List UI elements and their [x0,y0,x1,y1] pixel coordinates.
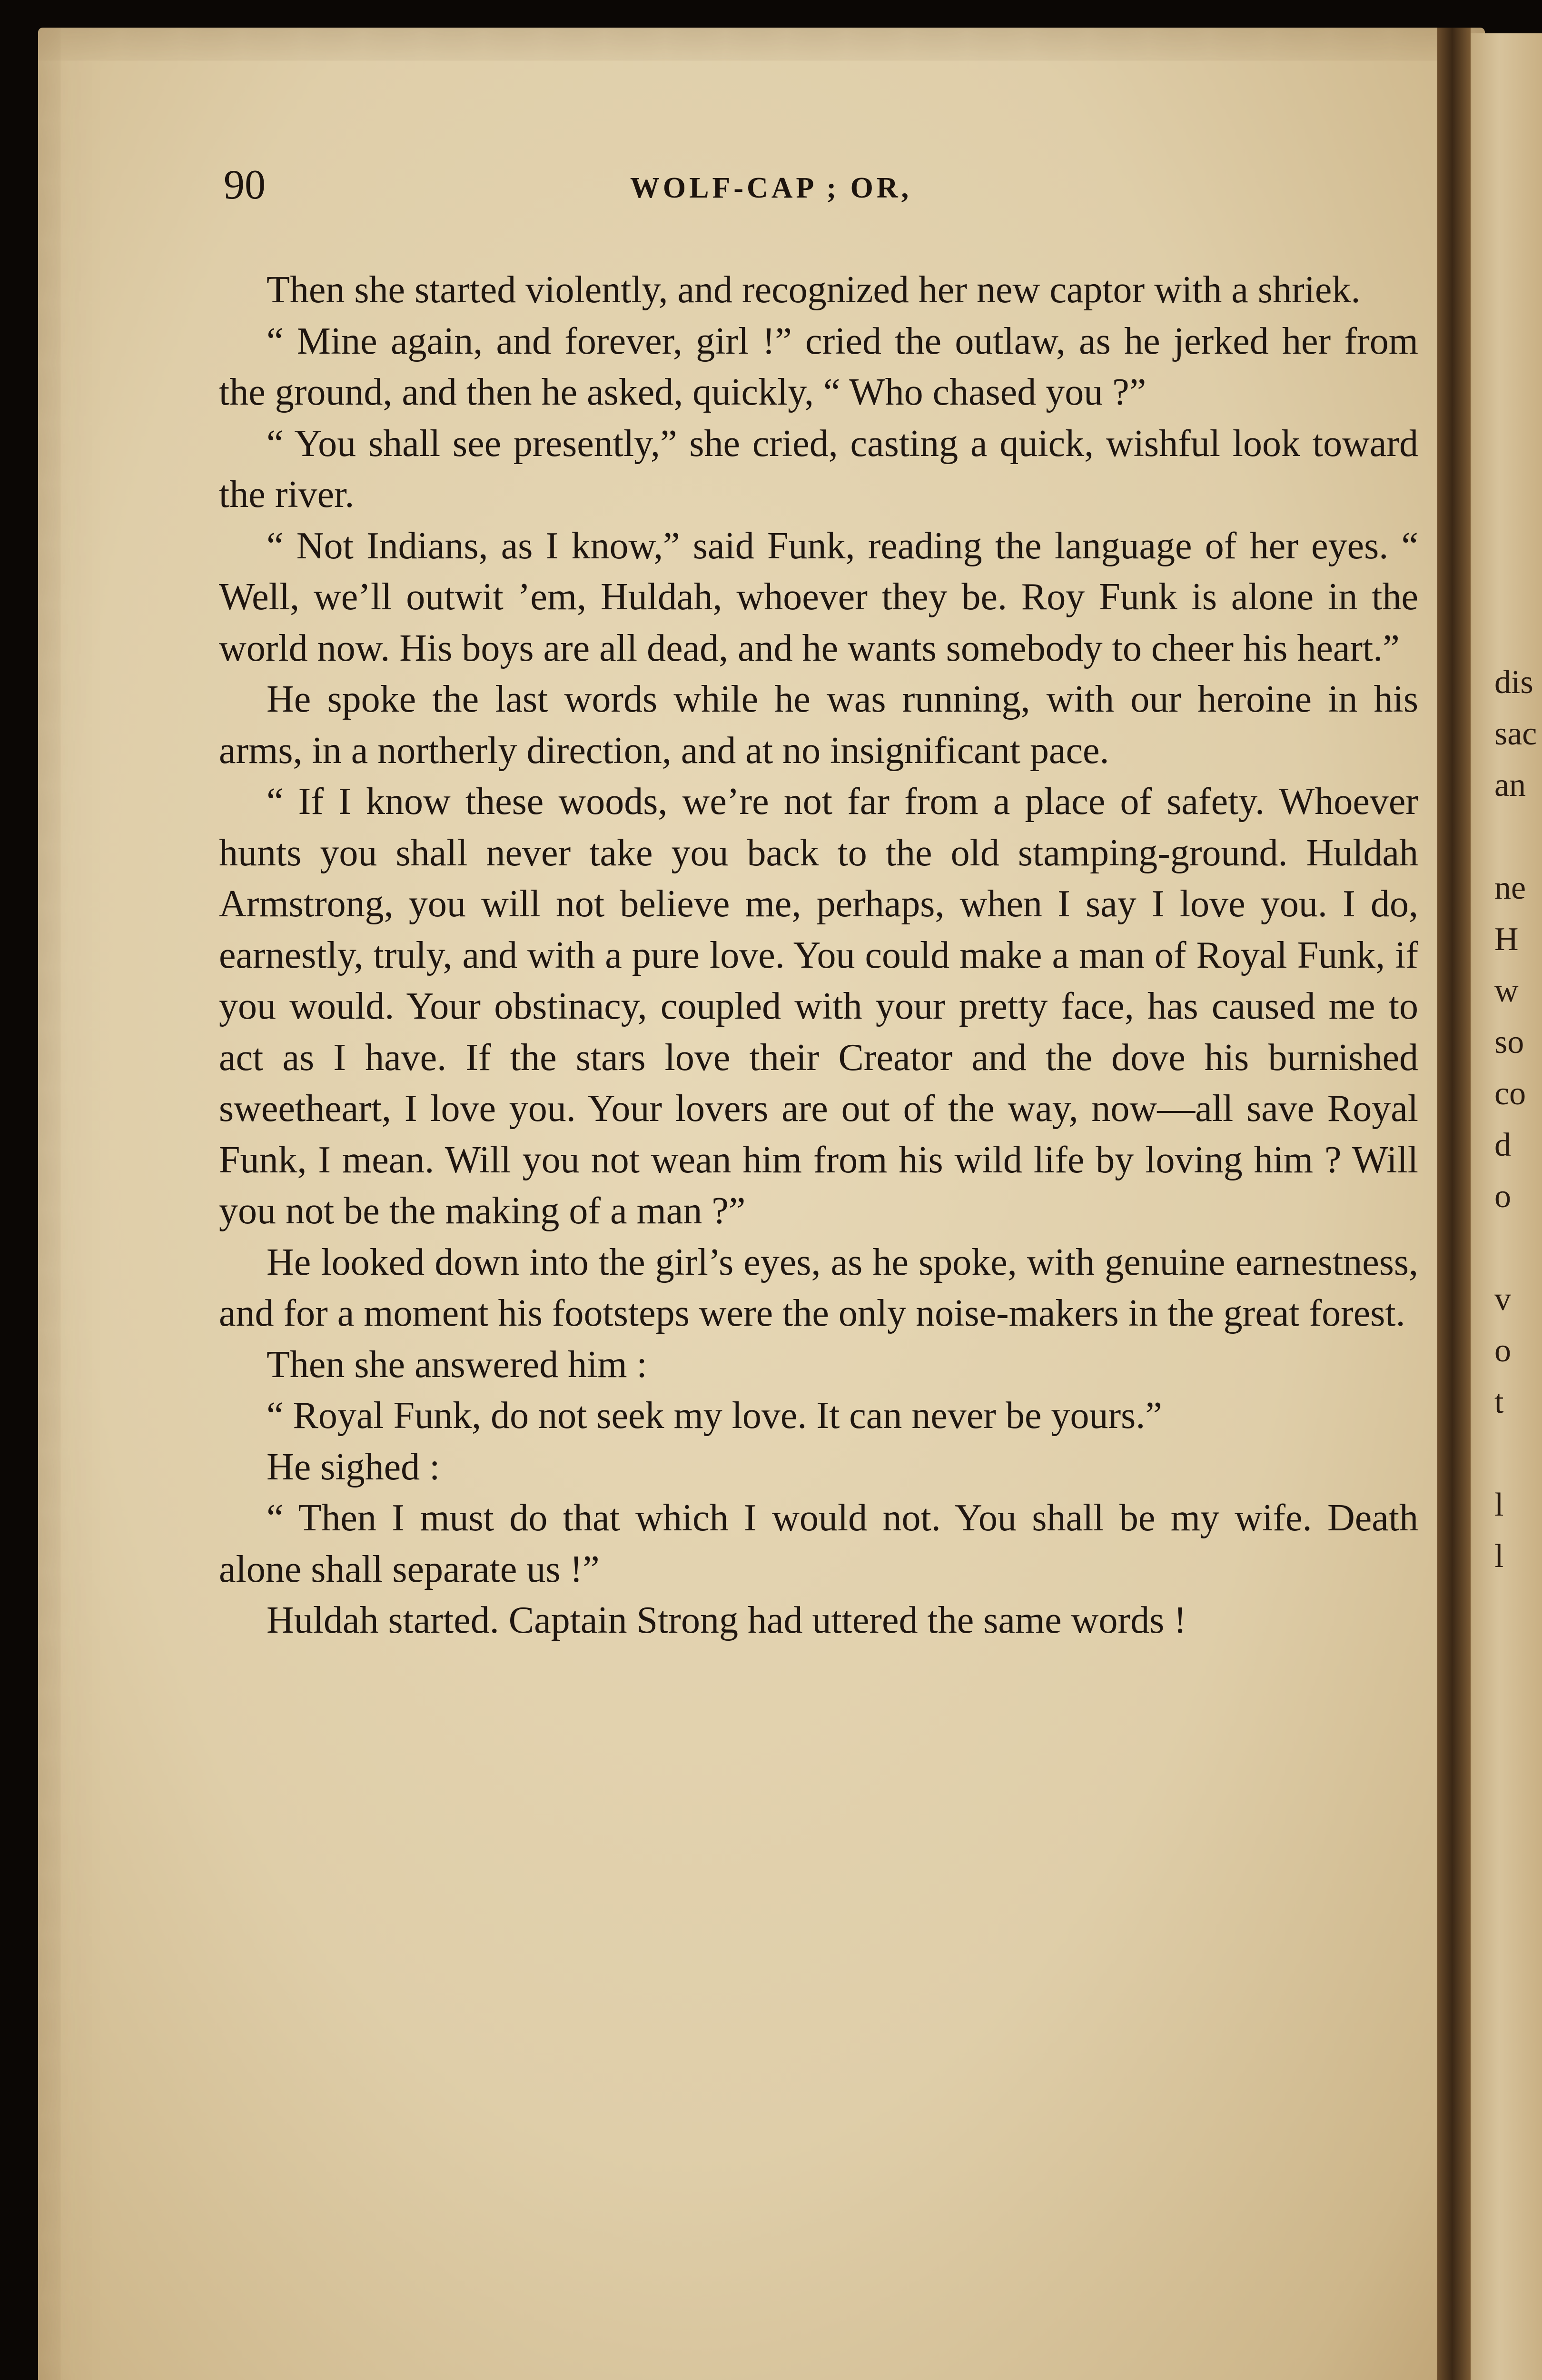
facing-fragment: d [1494,1127,1511,1163]
paragraph: “ Then I must do that which I would not. You shall be my wife. Death alone shall separate us !” [219,1497,1418,1590]
paragraph: He spoke the last words while he was running, with our heroine in his arms, in a northerly direction, and at no insignificant pace. [219,678,1418,772]
book-gutter [1437,28,1471,2380]
facing-fragment [1494,1428,1542,1479]
facing-fragment: sac [1494,715,1537,752]
facing-fragment: an [1494,767,1526,803]
paragraph: He looked down into the girl’s eyes, as he spoke, with genuine earnestness, and for a moment his footsteps were the only noise-makers in the great forest. [219,1241,1418,1334]
paragraph: “ You shall see presently,” she cried, casting a quick, wishful look toward the river. [219,422,1418,516]
paragraph: “ Mine again, and forever, girl !” cried the outlaw, as he jerked her from the ground, and then he asked, quickly, “ Who chased you ?” [219,320,1418,413]
paragraph: Then she answered him : [267,1343,647,1386]
paragraph: “ Not Indians, as I know,” said Funk, reading the language of her eyes. “ Well, we’ll outwit ’em, Huldah, whoever they be. Roy Funk is alone in the world now. His boys are all dead, and he wants somebody to cheer his heart.” [219,525,1418,669]
paragraph: Then she started violently, and recognized her new captor with a shriek. [267,269,1361,311]
paragraph: He sighed : [267,1446,440,1488]
facing-fragment [1494,811,1542,863]
facing-fragment: ne [1494,870,1526,906]
facing-fragment: l [1494,1538,1504,1575]
facing-fragment: o [1494,1178,1511,1215]
facing-fragment: v [1494,1281,1511,1318]
paragraph: “ Royal Funk, do not seek my love. It can never be yours.” [267,1395,1162,1437]
facing-fragment: l [1494,1487,1504,1523]
body-text [219,265,1418,1646]
running-head: WOLF-CAP ; OR, [630,172,912,204]
facing-fragment: dis [1494,664,1533,701]
facing-fragment: so [1494,1024,1524,1061]
facing-fragment: o [1494,1332,1511,1369]
paragraph: Huldah started. Captain Strong had uttered the same words ! [267,1599,1186,1641]
facing-fragment: w [1494,972,1519,1009]
facing-fragment: t [1494,1384,1504,1420]
facing-fragment: co [1494,1075,1526,1112]
page-number: 90 [224,162,266,208]
facing-fragment [1494,1222,1542,1274]
paragraph: “ If I know these woods, we’re not far from a place of safety. Whoever hunts you shall never take you back to the old stamping-ground. Huldah Armstrong, you will not believe me, perhaps, when I say I love you. I do, earnestly, truly, and with a pure love. You could make a man of Royal Funk, if you would. Your obstinacy, coupled with your pretty face, has caused me to act as I have. If the stars love their Creator and the dove his burnished sweetheart, I love you. Your lovers are out of the way, now—all save Royal Funk, I mean. Will you not wean him from his wild life by loving him ? Will you not be the making of a man ?” [219,781,1418,1232]
facing-page-text [1494,657,1542,1582]
facing-fragment: H [1494,921,1519,958]
